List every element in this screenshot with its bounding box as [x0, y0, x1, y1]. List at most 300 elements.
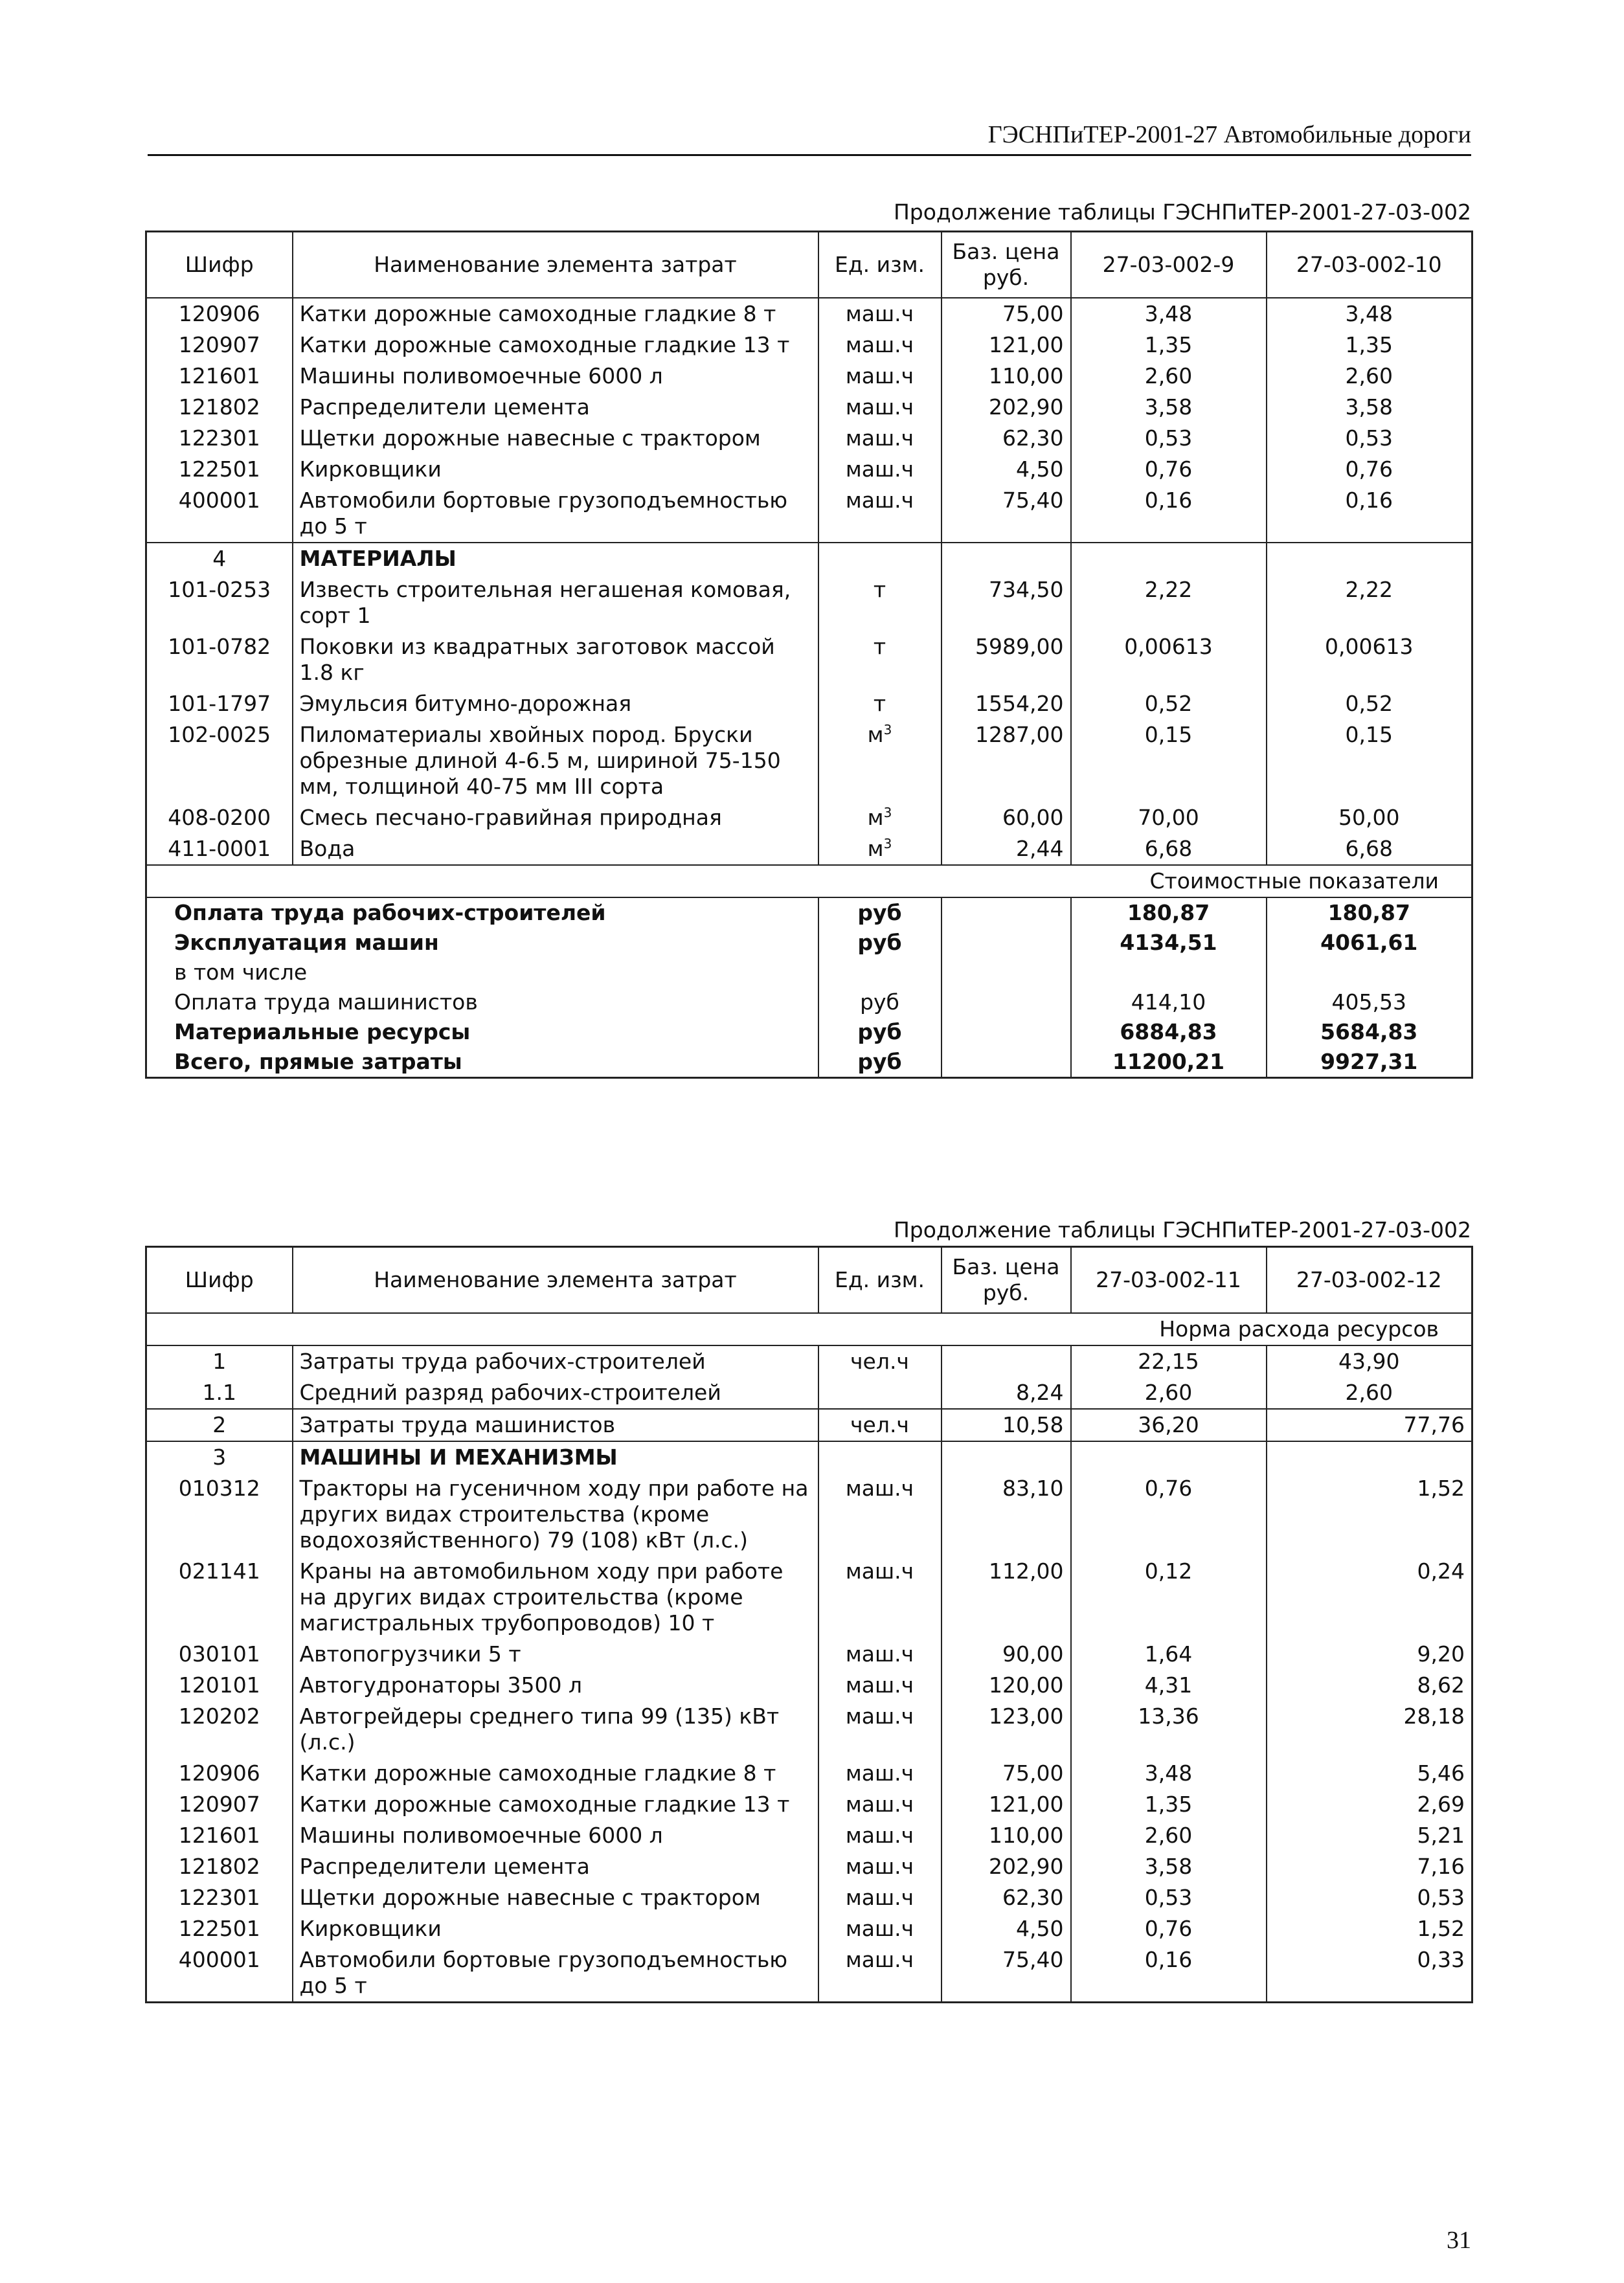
- cell-name: Автопогрузчики 5 т: [293, 1639, 818, 1670]
- cell-unit-text: маш.ч: [845, 301, 914, 326]
- cell-value-2: 0,24: [1267, 1556, 1472, 1639]
- cell-name: Машины поливомоечные 6000 л: [293, 1820, 818, 1851]
- cell-value-1: 3,48: [1071, 1758, 1267, 1789]
- cell-value-2: 0,53: [1267, 423, 1472, 454]
- cell-code: 120907: [146, 1789, 293, 1820]
- cell-unit: [818, 688, 942, 719]
- cell-code: 411-0001: [146, 833, 293, 865]
- cell-value-2: 0,53: [1267, 1882, 1472, 1913]
- cell-unit-text: т: [873, 634, 886, 659]
- table-row: [146, 1882, 1472, 1913]
- cell-value-2: 1,52: [1267, 1913, 1472, 1944]
- cell-unit: [818, 631, 942, 688]
- cell-value-2: 5,46: [1267, 1758, 1472, 1789]
- cell-value-1: 13,36: [1071, 1701, 1267, 1758]
- cost-band-label: Стоимостные показатели: [146, 865, 1472, 897]
- cell-unit: [818, 1556, 942, 1639]
- cell-unit: [818, 1377, 942, 1409]
- cell-code: 122301: [146, 423, 293, 454]
- cell-unit: [818, 1820, 942, 1851]
- table2-caption: Продолжение таблицы ГЭСНПиТЕР-2001-27-03-002: [893, 1217, 1471, 1243]
- superscript-3: 3: [883, 722, 892, 737]
- cell-value-2: 6,68: [1267, 833, 1472, 865]
- cell-price: 8,24: [942, 1377, 1071, 1409]
- cell-name: Щетки дорожные навесные с трактором: [293, 1882, 818, 1913]
- page-number: 31: [1447, 2227, 1471, 2254]
- empty-cell: [942, 987, 1071, 1017]
- cell-name: Катки дорожные самоходные гладкие 8 т: [293, 1758, 818, 1789]
- cell-code: 400001: [146, 1944, 293, 2003]
- cell-price: 90,00: [942, 1639, 1071, 1670]
- cell-name: Катки дорожные самоходные гладкие 13 т: [293, 330, 818, 361]
- cell-price: 10,58: [942, 1409, 1071, 1441]
- cell-name: Кирковщики: [293, 1913, 818, 1944]
- cell-value-1: 3,58: [1071, 1851, 1267, 1882]
- cell-value-2: 3,48: [1267, 298, 1472, 330]
- cell-value-2: 8,62: [1267, 1670, 1472, 1701]
- cell-unit: [818, 833, 942, 865]
- superscript-3: 3: [883, 805, 892, 820]
- cell-value-2: 1,35: [1267, 330, 1472, 361]
- cell-value-2: 0,33: [1267, 1944, 1472, 2003]
- empty-cell: [818, 543, 942, 574]
- cell-price: [942, 1345, 1071, 1377]
- running-header-title: ГЭСНПиТЕР-2001-27 Автомобильные дороги: [987, 121, 1471, 148]
- cell-value-2: 3,58: [1267, 392, 1472, 423]
- cell-unit: [818, 1670, 942, 1701]
- cell-unit: [818, 1913, 942, 1944]
- col-header-code: Шифр: [146, 232, 293, 298]
- cell-name: Пиломатериалы хвойных пород. Бруски обрезные длиной 4-6.5 м, шириной 75-150 мм, толщиной 40-75 мм III сорта: [293, 719, 818, 802]
- cell-name: Известь строительная негашеная комовая, сорт 1: [293, 574, 818, 631]
- cell-unit: [818, 1851, 942, 1882]
- cell-price: 83,10: [942, 1473, 1071, 1556]
- cell-value-1: 0,52: [1071, 688, 1267, 719]
- table-row: [146, 688, 1472, 719]
- cell-unit-text: т: [873, 577, 886, 602]
- cell-value-1: 0,00613: [1071, 631, 1267, 688]
- cell-code: 101-0782: [146, 631, 293, 688]
- summary-label: в том числе: [174, 960, 308, 985]
- summary-unit: руб: [818, 897, 942, 928]
- empty-cell: [942, 543, 1071, 574]
- cell-code: 120906: [146, 298, 293, 330]
- cell-value-2: 2,69: [1267, 1789, 1472, 1820]
- summary-unit: [818, 958, 942, 987]
- summary-value-2: 9927,31: [1267, 1047, 1472, 1078]
- empty-cell: [942, 1047, 1071, 1078]
- cell-code: 101-1797: [146, 688, 293, 719]
- table-row: [146, 1913, 1472, 1944]
- cell-name: Средний разряд рабочих-строителей: [293, 1377, 818, 1409]
- norm-band-label: Норма расхода ресурсов: [146, 1313, 1472, 1345]
- cell-price: 121,00: [942, 1789, 1071, 1820]
- summary-value-1: 4134,51: [1071, 928, 1267, 958]
- empty-cell: [942, 958, 1071, 987]
- summary-value-2: 180,87: [1267, 897, 1472, 928]
- cell-value-1: 0,16: [1071, 1944, 1267, 2003]
- section-row: [146, 543, 1472, 574]
- running-header: [148, 120, 1471, 156]
- cell-code: 120202: [146, 1701, 293, 1758]
- cell-name: Автогудронаторы 3500 л: [293, 1670, 818, 1701]
- cell-code: 120906: [146, 1758, 293, 1789]
- cell-unit-text: маш.ч: [845, 1823, 914, 1848]
- cell-unit-text: маш.ч: [845, 1558, 914, 1584]
- cell-name: Автогрейдеры среднего типа 99 (135) кВт (л.с.): [293, 1701, 818, 1758]
- table1: [145, 231, 1473, 1079]
- cell-price: 5989,00: [942, 631, 1071, 688]
- table-row: [146, 1944, 1472, 2003]
- cell-value-1: 0,16: [1071, 485, 1267, 543]
- cell-unit: [818, 485, 942, 543]
- cell-value-1: 3,48: [1071, 298, 1267, 330]
- summary-row: [146, 958, 1472, 987]
- summary-row: [146, 1017, 1472, 1047]
- summary-row: [146, 897, 1472, 928]
- cell-unit-text: маш.ч: [845, 1641, 914, 1667]
- cell-value-2: 50,00: [1267, 802, 1472, 833]
- cell-name: Поковки из квадратных заготовок массой 1.8 кг: [293, 631, 818, 688]
- section-code: 3: [146, 1441, 293, 1473]
- table-row: [146, 802, 1472, 833]
- summary-value-1: 6884,83: [1071, 1017, 1267, 1047]
- empty-cell: [1267, 543, 1472, 574]
- table-row: [146, 1670, 1472, 1701]
- cell-value-2: 2,22: [1267, 574, 1472, 631]
- empty-cell: [942, 928, 1071, 958]
- cell-unit: [818, 1473, 942, 1556]
- cell-name: Вода: [293, 833, 818, 865]
- cell-value-1: 70,00: [1071, 802, 1267, 833]
- summary-unit: руб: [818, 1047, 942, 1078]
- cell-value-2: 0,00613: [1267, 631, 1472, 688]
- cell-unit: [818, 1701, 942, 1758]
- cell-price: 2,44: [942, 833, 1071, 865]
- summary-label: Оплата труда машинистов: [174, 989, 478, 1015]
- cell-unit-text: маш.ч: [845, 1947, 914, 1972]
- cell-name: Распределители цемента: [293, 392, 818, 423]
- cell-value-1: 1,35: [1071, 1789, 1267, 1820]
- section-row: [146, 1441, 1472, 1473]
- cell-name: Затраты труда машинистов: [293, 1409, 818, 1441]
- cell-price: 60,00: [942, 802, 1071, 833]
- section-code: 4: [146, 543, 293, 574]
- cell-code: 120907: [146, 330, 293, 361]
- cell-unit-text: м: [867, 805, 884, 830]
- cell-unit-text: маш.ч: [845, 488, 914, 513]
- cell-value-2: 43,90: [1267, 1345, 1472, 1377]
- col-header-v2: 27-03-002-12: [1267, 1247, 1472, 1314]
- table-row: [146, 1409, 1472, 1441]
- cell-code: 2: [146, 1409, 293, 1441]
- col-header-name: Наименование элемента затрат: [293, 232, 818, 298]
- cell-price: 4,50: [942, 1913, 1071, 1944]
- superscript-3: 3: [883, 836, 892, 851]
- cell-unit: [818, 574, 942, 631]
- cell-price: 110,00: [942, 1820, 1071, 1851]
- cell-name: Катки дорожные самоходные гладкие 13 т: [293, 1789, 818, 1820]
- table-row: [146, 631, 1472, 688]
- cell-unit-text: маш.ч: [845, 1672, 914, 1698]
- empty-cell: [1071, 1441, 1267, 1473]
- cell-name: Катки дорожные самоходные гладкие 8 т: [293, 298, 818, 330]
- cell-unit: [818, 1944, 942, 2003]
- cell-value-1: 0,12: [1071, 1556, 1267, 1639]
- cell-code: 101-0253: [146, 574, 293, 631]
- cell-value-1: 2,60: [1071, 1377, 1267, 1409]
- norm-band: [146, 1313, 1472, 1345]
- summary-label: Всего, прямые затраты: [174, 1049, 462, 1074]
- cell-value-2: 9,20: [1267, 1639, 1472, 1670]
- table-row: [146, 574, 1472, 631]
- cell-code: 030101: [146, 1639, 293, 1670]
- cell-name: Распределители цемента: [293, 1851, 818, 1882]
- cell-name: Краны на автомобильном ходу при работе на других видах строительства (кроме магистральных трубопроводов) 10 т: [293, 1556, 818, 1639]
- summary-unit: руб: [818, 928, 942, 958]
- table-row: [146, 833, 1472, 865]
- cell-unit-text: т: [873, 691, 886, 716]
- cell-value-1: 6,68: [1071, 833, 1267, 865]
- cell-name: Эмульсия битумно-дорожная: [293, 688, 818, 719]
- summary-label: Оплата труда рабочих-строителей: [174, 900, 606, 925]
- col-header-code: Шифр: [146, 1247, 293, 1314]
- cell-unit-text: м: [867, 836, 884, 861]
- cell-name: Автомобили бортовые грузоподъемностью до 5 т: [293, 485, 818, 543]
- col-header-unit: Ед. изм.: [818, 232, 942, 298]
- cell-unit: [818, 298, 942, 330]
- cell-unit: [818, 1758, 942, 1789]
- cell-unit-text: маш.ч: [845, 1854, 914, 1879]
- cell-code: 010312: [146, 1473, 293, 1556]
- summary-unit: руб: [818, 1017, 942, 1047]
- cell-value-1: 0,76: [1071, 1913, 1267, 1944]
- cell-unit: [818, 361, 942, 392]
- section-title: МАШИНЫ И МЕХАНИЗМЫ: [293, 1441, 818, 1473]
- cell-value-2: 0,15: [1267, 719, 1472, 802]
- cell-price: 75,40: [942, 485, 1071, 543]
- cell-code: 021141: [146, 1556, 293, 1639]
- table-row: [146, 423, 1472, 454]
- cell-price: 75,40: [942, 1944, 1071, 2003]
- cell-code: 122501: [146, 1913, 293, 1944]
- cell-unit-text: маш.ч: [845, 363, 914, 388]
- table2: [145, 1246, 1473, 2003]
- table-row: [146, 1345, 1472, 1377]
- empty-cell: [942, 1441, 1071, 1473]
- cell-code: 121601: [146, 1820, 293, 1851]
- cell-unit-text: маш.ч: [845, 1916, 914, 1941]
- cell-value-1: 22,15: [1071, 1345, 1267, 1377]
- summary-unit: руб: [818, 987, 942, 1017]
- cell-unit-text: м: [867, 722, 884, 747]
- cell-price: 62,30: [942, 1882, 1071, 1913]
- cell-unit-text: маш.ч: [845, 1704, 914, 1729]
- cell-value-1: 0,53: [1071, 1882, 1267, 1913]
- cost-band: [146, 865, 1472, 897]
- summary-label: Эксплуатация машин: [174, 930, 439, 955]
- cell-value-2: 0,16: [1267, 485, 1472, 543]
- cell-unit: [818, 802, 942, 833]
- table-row: [146, 1639, 1472, 1670]
- table2-header-row: [146, 1247, 1472, 1314]
- cell-value-1: 0,76: [1071, 454, 1267, 485]
- cell-price: 75,00: [942, 1758, 1071, 1789]
- summary-value-2: 5684,83: [1267, 1017, 1472, 1047]
- cell-unit-text: маш.ч: [845, 1760, 914, 1786]
- table-row: [146, 485, 1472, 543]
- cell-code: 400001: [146, 485, 293, 543]
- empty-cell: [818, 1441, 942, 1473]
- cell-value-1: 1,35: [1071, 330, 1267, 361]
- cell-value-2: 28,18: [1267, 1701, 1472, 1758]
- cell-value-1: 1,64: [1071, 1639, 1267, 1670]
- cell-code: 102-0025: [146, 719, 293, 802]
- table-row: [146, 719, 1472, 802]
- cell-code: 120101: [146, 1670, 293, 1701]
- cell-value-2: 77,76: [1267, 1409, 1472, 1441]
- table-row: [146, 330, 1472, 361]
- cell-price: 1554,20: [942, 688, 1071, 719]
- cell-unit: [818, 719, 942, 802]
- cell-name: Кирковщики: [293, 454, 818, 485]
- table-row: [146, 1789, 1472, 1820]
- cell-value-1: 3,58: [1071, 392, 1267, 423]
- cell-code: 1.1: [146, 1377, 293, 1409]
- cell-code: 121601: [146, 361, 293, 392]
- cell-value-2: 2,60: [1267, 1377, 1472, 1409]
- table1-header-row: [146, 232, 1472, 298]
- cell-value-1: 36,20: [1071, 1409, 1267, 1441]
- cell-unit-text: маш.ч: [845, 425, 914, 451]
- cell-price: 1287,00: [942, 719, 1071, 802]
- table-row: [146, 361, 1472, 392]
- cell-value-2: 7,16: [1267, 1851, 1472, 1882]
- cell-value-2: 0,52: [1267, 688, 1472, 719]
- cell-value-1: 4,31: [1071, 1670, 1267, 1701]
- summary-value-2: [1267, 958, 1472, 987]
- cell-price: 123,00: [942, 1701, 1071, 1758]
- cell-unit-text: маш.ч: [845, 394, 914, 420]
- summary-row: [146, 928, 1472, 958]
- cell-value-1: 0,76: [1071, 1473, 1267, 1556]
- cell-unit: [818, 1789, 942, 1820]
- cell-code: 122301: [146, 1882, 293, 1913]
- cell-unit: [818, 423, 942, 454]
- col-header-price: Баз. цена руб.: [942, 232, 1071, 298]
- table-row: [146, 1820, 1472, 1851]
- table-row: [146, 392, 1472, 423]
- cell-name: Автомобили бортовые грузоподъемностью до 5 т: [293, 1944, 818, 2003]
- cell-unit: [818, 1882, 942, 1913]
- table-row: [146, 1473, 1472, 1556]
- cell-code: 121802: [146, 392, 293, 423]
- cell-value-1: 0,15: [1071, 719, 1267, 802]
- table1-caption: Продолжение таблицы ГЭСНПиТЕР-2001-27-03-002: [893, 199, 1471, 225]
- cell-unit-text: маш.ч: [845, 1476, 914, 1501]
- cell-unit-text: маш.ч: [845, 332, 914, 357]
- summary-row: [146, 1047, 1472, 1078]
- cell-unit: [818, 1345, 942, 1377]
- table-row: [146, 1758, 1472, 1789]
- cell-name: Щетки дорожные навесные с трактором: [293, 423, 818, 454]
- col-header-v1: 27-03-002-11: [1071, 1247, 1267, 1314]
- empty-cell: [942, 897, 1071, 928]
- summary-row: [146, 987, 1472, 1017]
- cell-price: 112,00: [942, 1556, 1071, 1639]
- empty-cell: [1267, 1441, 1472, 1473]
- table-row: [146, 454, 1472, 485]
- table-row: [146, 1377, 1472, 1409]
- cell-code: 121802: [146, 1851, 293, 1882]
- cell-price: 734,50: [942, 574, 1071, 631]
- summary-value-1: 180,87: [1071, 897, 1267, 928]
- section-title: МАТЕРИАЛЫ: [293, 543, 818, 574]
- cell-unit: [818, 392, 942, 423]
- cell-value-2: 5,21: [1267, 1820, 1472, 1851]
- cell-unit: чел.ч: [818, 1409, 942, 1441]
- cell-name: Тракторы на гусеничном ходу при работе на других видах строительства (кроме водохозяйственного) 79 (108) кВт (л.с.): [293, 1473, 818, 1556]
- cell-name: Смесь песчано-гравийная природная: [293, 802, 818, 833]
- cell-value-2: 1,52: [1267, 1473, 1472, 1556]
- summary-value-1: 414,10: [1071, 987, 1267, 1017]
- cell-name: Машины поливомоечные 6000 л: [293, 361, 818, 392]
- summary-value-1: 11200,21: [1071, 1047, 1267, 1078]
- cell-price: 202,90: [942, 1851, 1071, 1882]
- empty-cell: [942, 1017, 1071, 1047]
- cell-code: 408-0200: [146, 802, 293, 833]
- cell-unit-text: маш.ч: [845, 456, 914, 482]
- cell-value-2: 0,76: [1267, 454, 1472, 485]
- col-header-price: Баз. цена руб.: [942, 1247, 1071, 1314]
- cell-price: 4,50: [942, 454, 1071, 485]
- cell-price: 121,00: [942, 330, 1071, 361]
- cell-price: 110,00: [942, 361, 1071, 392]
- col-header-v1: 27-03-002-9: [1071, 232, 1267, 298]
- cell-price: 75,00: [942, 298, 1071, 330]
- col-header-unit: Ед. изм.: [818, 1247, 942, 1314]
- cell-unit: [818, 454, 942, 485]
- cell-value-1: 2,60: [1071, 361, 1267, 392]
- col-header-name: Наименование элемента затрат: [293, 1247, 818, 1314]
- table-row: [146, 298, 1472, 330]
- cell-price: 62,30: [942, 423, 1071, 454]
- cell-unit: [818, 1639, 942, 1670]
- cell-code: 1: [146, 1345, 293, 1377]
- cell-name: Затраты труда рабочих-строителей: [293, 1345, 818, 1377]
- summary-value-2: 4061,61: [1267, 928, 1472, 958]
- table-row: [146, 1556, 1472, 1639]
- cell-unit-text: маш.ч: [845, 1792, 914, 1817]
- summary-value-2: 405,53: [1267, 987, 1472, 1017]
- cell-price: 202,90: [942, 392, 1071, 423]
- cell-code: 122501: [146, 454, 293, 485]
- cell-value-1: 2,22: [1071, 574, 1267, 631]
- cell-price: 120,00: [942, 1670, 1071, 1701]
- cell-unit: [818, 330, 942, 361]
- summary-value-1: [1071, 958, 1267, 987]
- table-row: [146, 1701, 1472, 1758]
- table-row: [146, 1851, 1472, 1882]
- summary-label: Материальные ресурсы: [174, 1019, 471, 1044]
- cell-value-1: 0,53: [1071, 423, 1267, 454]
- cell-unit-text: маш.ч: [845, 1885, 914, 1910]
- cell-value-2: 2,60: [1267, 361, 1472, 392]
- cell-value-1: 2,60: [1071, 1820, 1267, 1851]
- cell-unit-text: чел.ч: [850, 1349, 909, 1374]
- empty-cell: [1071, 543, 1267, 574]
- col-header-v2: 27-03-002-10: [1267, 232, 1472, 298]
